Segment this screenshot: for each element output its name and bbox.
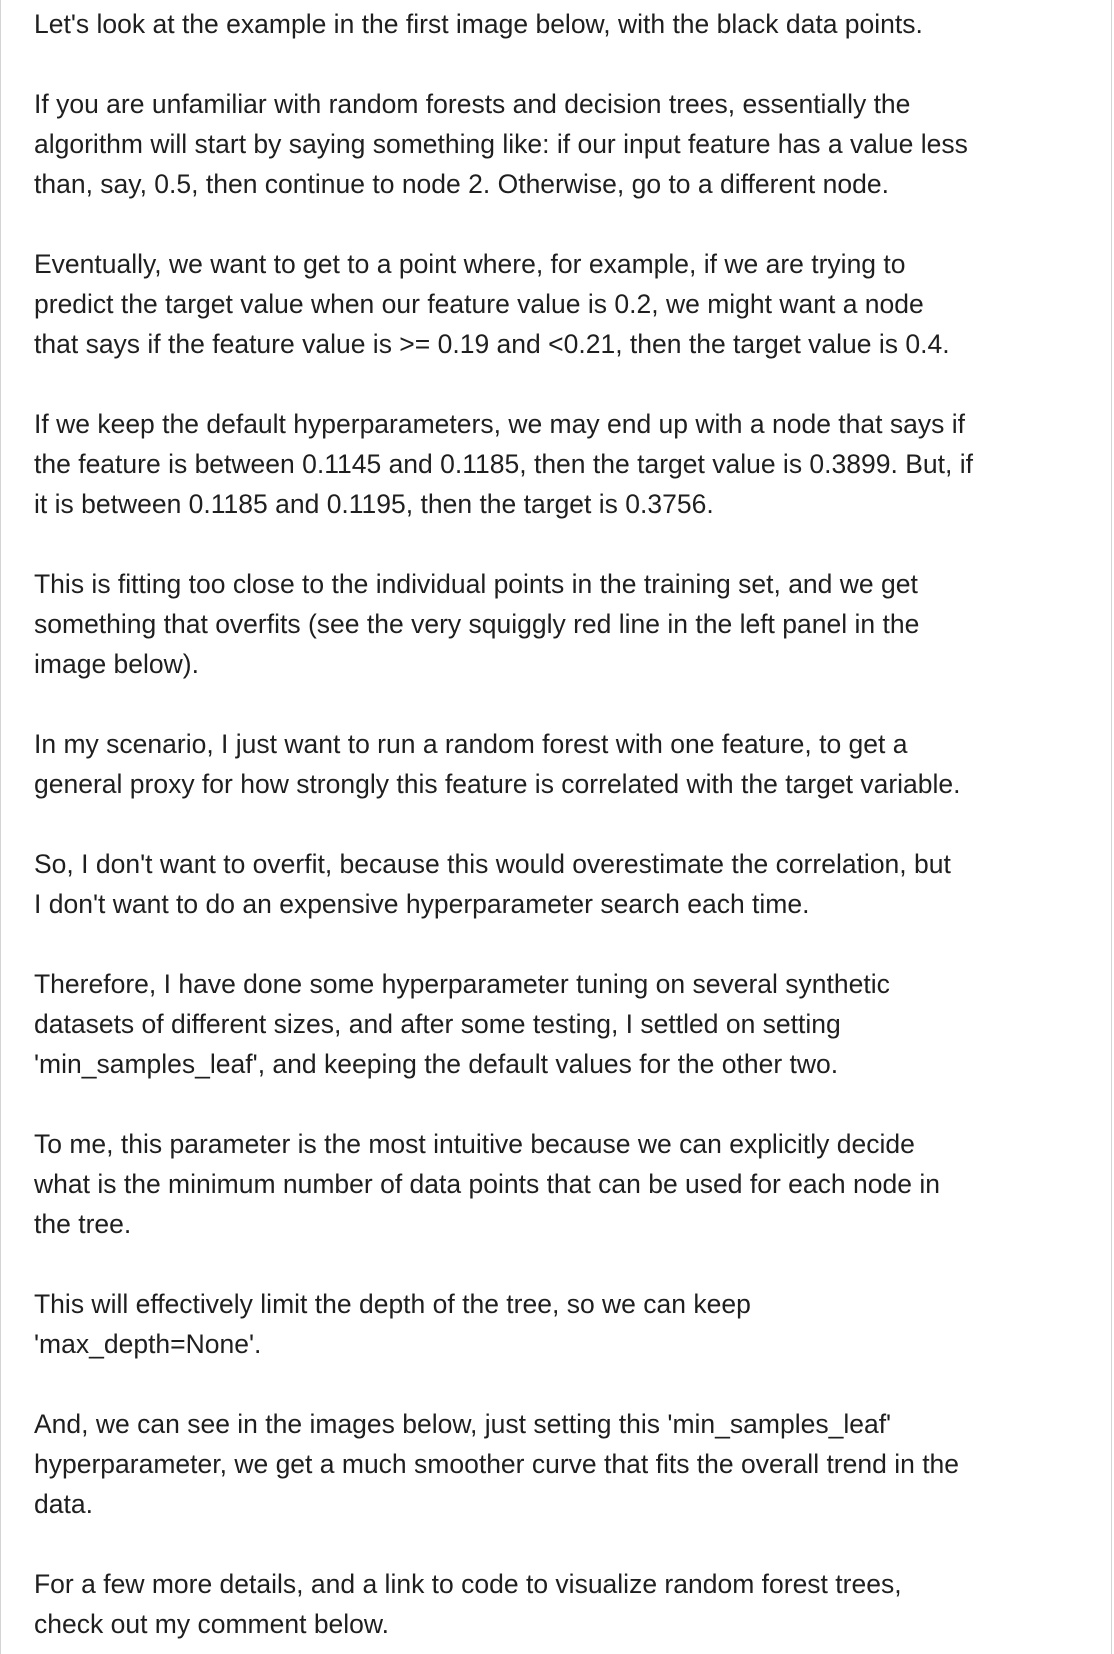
paragraph-decision-trees: If you are unfamiliar with random forests and decision trees, essentially the algorithm will start by saying something like: if our input feature has a value less than, say, 0.5, then continue to node 2. Otherwise, go to a different node. — [34, 89, 968, 199]
paragraph-intuitive-parameter: To me, this parameter is the most intuitive because we can explicitly decide what is the minimum number of data points that can be used for each node in the tree. — [34, 1129, 940, 1239]
paragraph-tuning: Therefore, I have done some hyperparameter tuning on several synthetic datasets of different sizes, and after some testing, I settled on setting 'min_samples_leaf', and keeping the default values for the other two. — [34, 969, 890, 1079]
paragraph-smoother-curve: And, we can see in the images below, just setting this 'min_samples_leaf' hyperparameter, we get a much smoother curve that fits the overall trend in the data. — [34, 1409, 960, 1519]
paragraph-more-details: For a few more details, and a link to code to visualize random forest trees, check out my comment below. — [34, 1569, 902, 1639]
paragraph-scenario: In my scenario, I just want to run a random forest with one feature, to get a general proxy for how strongly this feature is correlated with the target variable. — [34, 729, 961, 799]
paragraph-intro: Let's look at the example in the first image below, with the black data points. — [34, 9, 923, 39]
paragraph-max-depth: This will effectively limit the depth of the tree, so we can keep 'max_depth=None'. — [34, 1289, 751, 1359]
paragraph-default-hyperparameters: If we keep the default hyperparameters, we may end up with a node that says if the feature is between 0.1145 and 0.1185, then the target value is 0.3899. But, if it is between 0.1185 and 0.1195, then the target is 0.3756. — [34, 409, 973, 519]
paragraph-overfitting: This is fitting too close to the individual points in the training set, and we get something that overfits (see the very squiggly red line in the left panel in the image below). — [34, 569, 920, 679]
post-body — [34, 4, 1104, 1644]
paragraph-no-overfit: So, I don't want to overfit, because this would overestimate the correlation, but I don't want to do an expensive hyperparameter search each time. — [34, 849, 951, 919]
paragraph-target-example: Eventually, we want to get to a point where, for example, if we are trying to predict the target value when our feature value is 0.2, we might want a node that says if the feature value is >= 0.19 and <0.21, then the target value is 0.4. — [34, 249, 950, 359]
